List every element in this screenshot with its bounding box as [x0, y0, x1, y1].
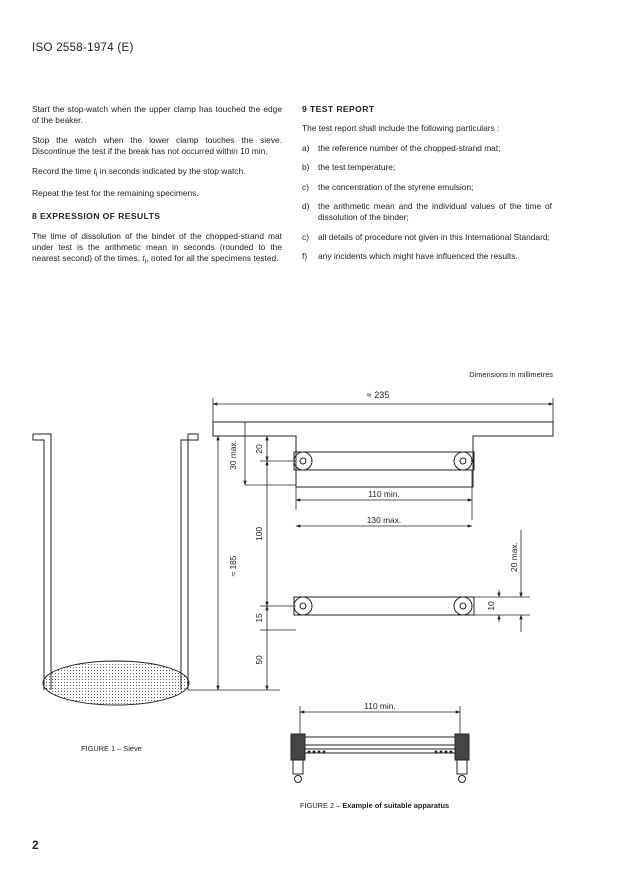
page-number: 2 — [32, 838, 39, 852]
dim-30-max: 30 max. — [228, 440, 238, 470]
list-item: a) the reference number of the chopped-strand mat; — [302, 142, 501, 153]
paragraph-report-intro: The test report shall include the following particulars : — [302, 123, 500, 134]
dim-approx-185: ≈ 185 — [228, 555, 238, 577]
sieve-figure — [33, 434, 198, 690]
figure2-caption: FIGURE 2 – Example of suitable apparatus — [300, 801, 450, 810]
top-plate — [213, 422, 553, 487]
paragraph-record-time: Record the time $t_i$ in seconds indicated by the stop watch. — [32, 165, 246, 179]
list-item: c) all details of procedure not given in this International Standard; — [302, 231, 550, 242]
dim-110-min: 110 min. — [368, 489, 400, 499]
section-heading-expression: 8 EXPRESSION OF RESULTS — [32, 211, 161, 222]
document-header: ISO 2558-1974 (E) — [32, 42, 134, 54]
dim-100: 100 — [254, 527, 264, 541]
dim-10: 10 — [486, 601, 496, 611]
section-heading-test-report: 9 TEST REPORT — [302, 104, 375, 114]
dim-110-min-bottom: 110 min. — [364, 701, 396, 711]
paragraph-stop-watch: Stop the watch when the lower clamp touches the sieve. Discontinue the test if the break has not occurred within 10 min. — [32, 134, 282, 157]
dim-15: 15 — [254, 613, 264, 623]
upper-clamp — [294, 452, 474, 470]
sieve-mesh — [43, 661, 189, 705]
paragraph-repeat-test: Repeat the test for the remaining specimens. — [32, 187, 199, 198]
lower-clamp — [294, 597, 474, 615]
list-item: f) any incidents which might have influenced the results. — [302, 251, 518, 262]
list-item: c) the concentration of the styrene emulsion; — [302, 181, 474, 192]
paragraph-start-watch: Start the stop-watch when the upper clamp has touched the edge of the beaker. — [32, 104, 282, 126]
dim-130-max: 130 max. — [366, 515, 402, 525]
apparatus-figure — [291, 734, 469, 783]
dim-20-max: 20 max. — [509, 542, 519, 572]
dim-20: 20 — [254, 444, 264, 454]
dim-50: 50 — [254, 655, 264, 665]
figure1-caption: FIGURE 1 – Sieve — [81, 744, 142, 753]
units-note: Dimensions in millimetres — [469, 370, 553, 379]
list-item: d) the arithmetic mean and the individual values of the time of dissolution of the binder; — [302, 201, 552, 223]
paragraph-time-dissolution: The time of dissolution of the binder of the chopped-strand mat under test is the arithmetic mean in seconds (rounded to the nearest second) of the times, $t_i$, noted for all the specimens tested. — [32, 230, 282, 266]
list-item: b) the test temperature; — [302, 162, 396, 173]
dim-top-width: ≈ 235 — [366, 390, 390, 400]
